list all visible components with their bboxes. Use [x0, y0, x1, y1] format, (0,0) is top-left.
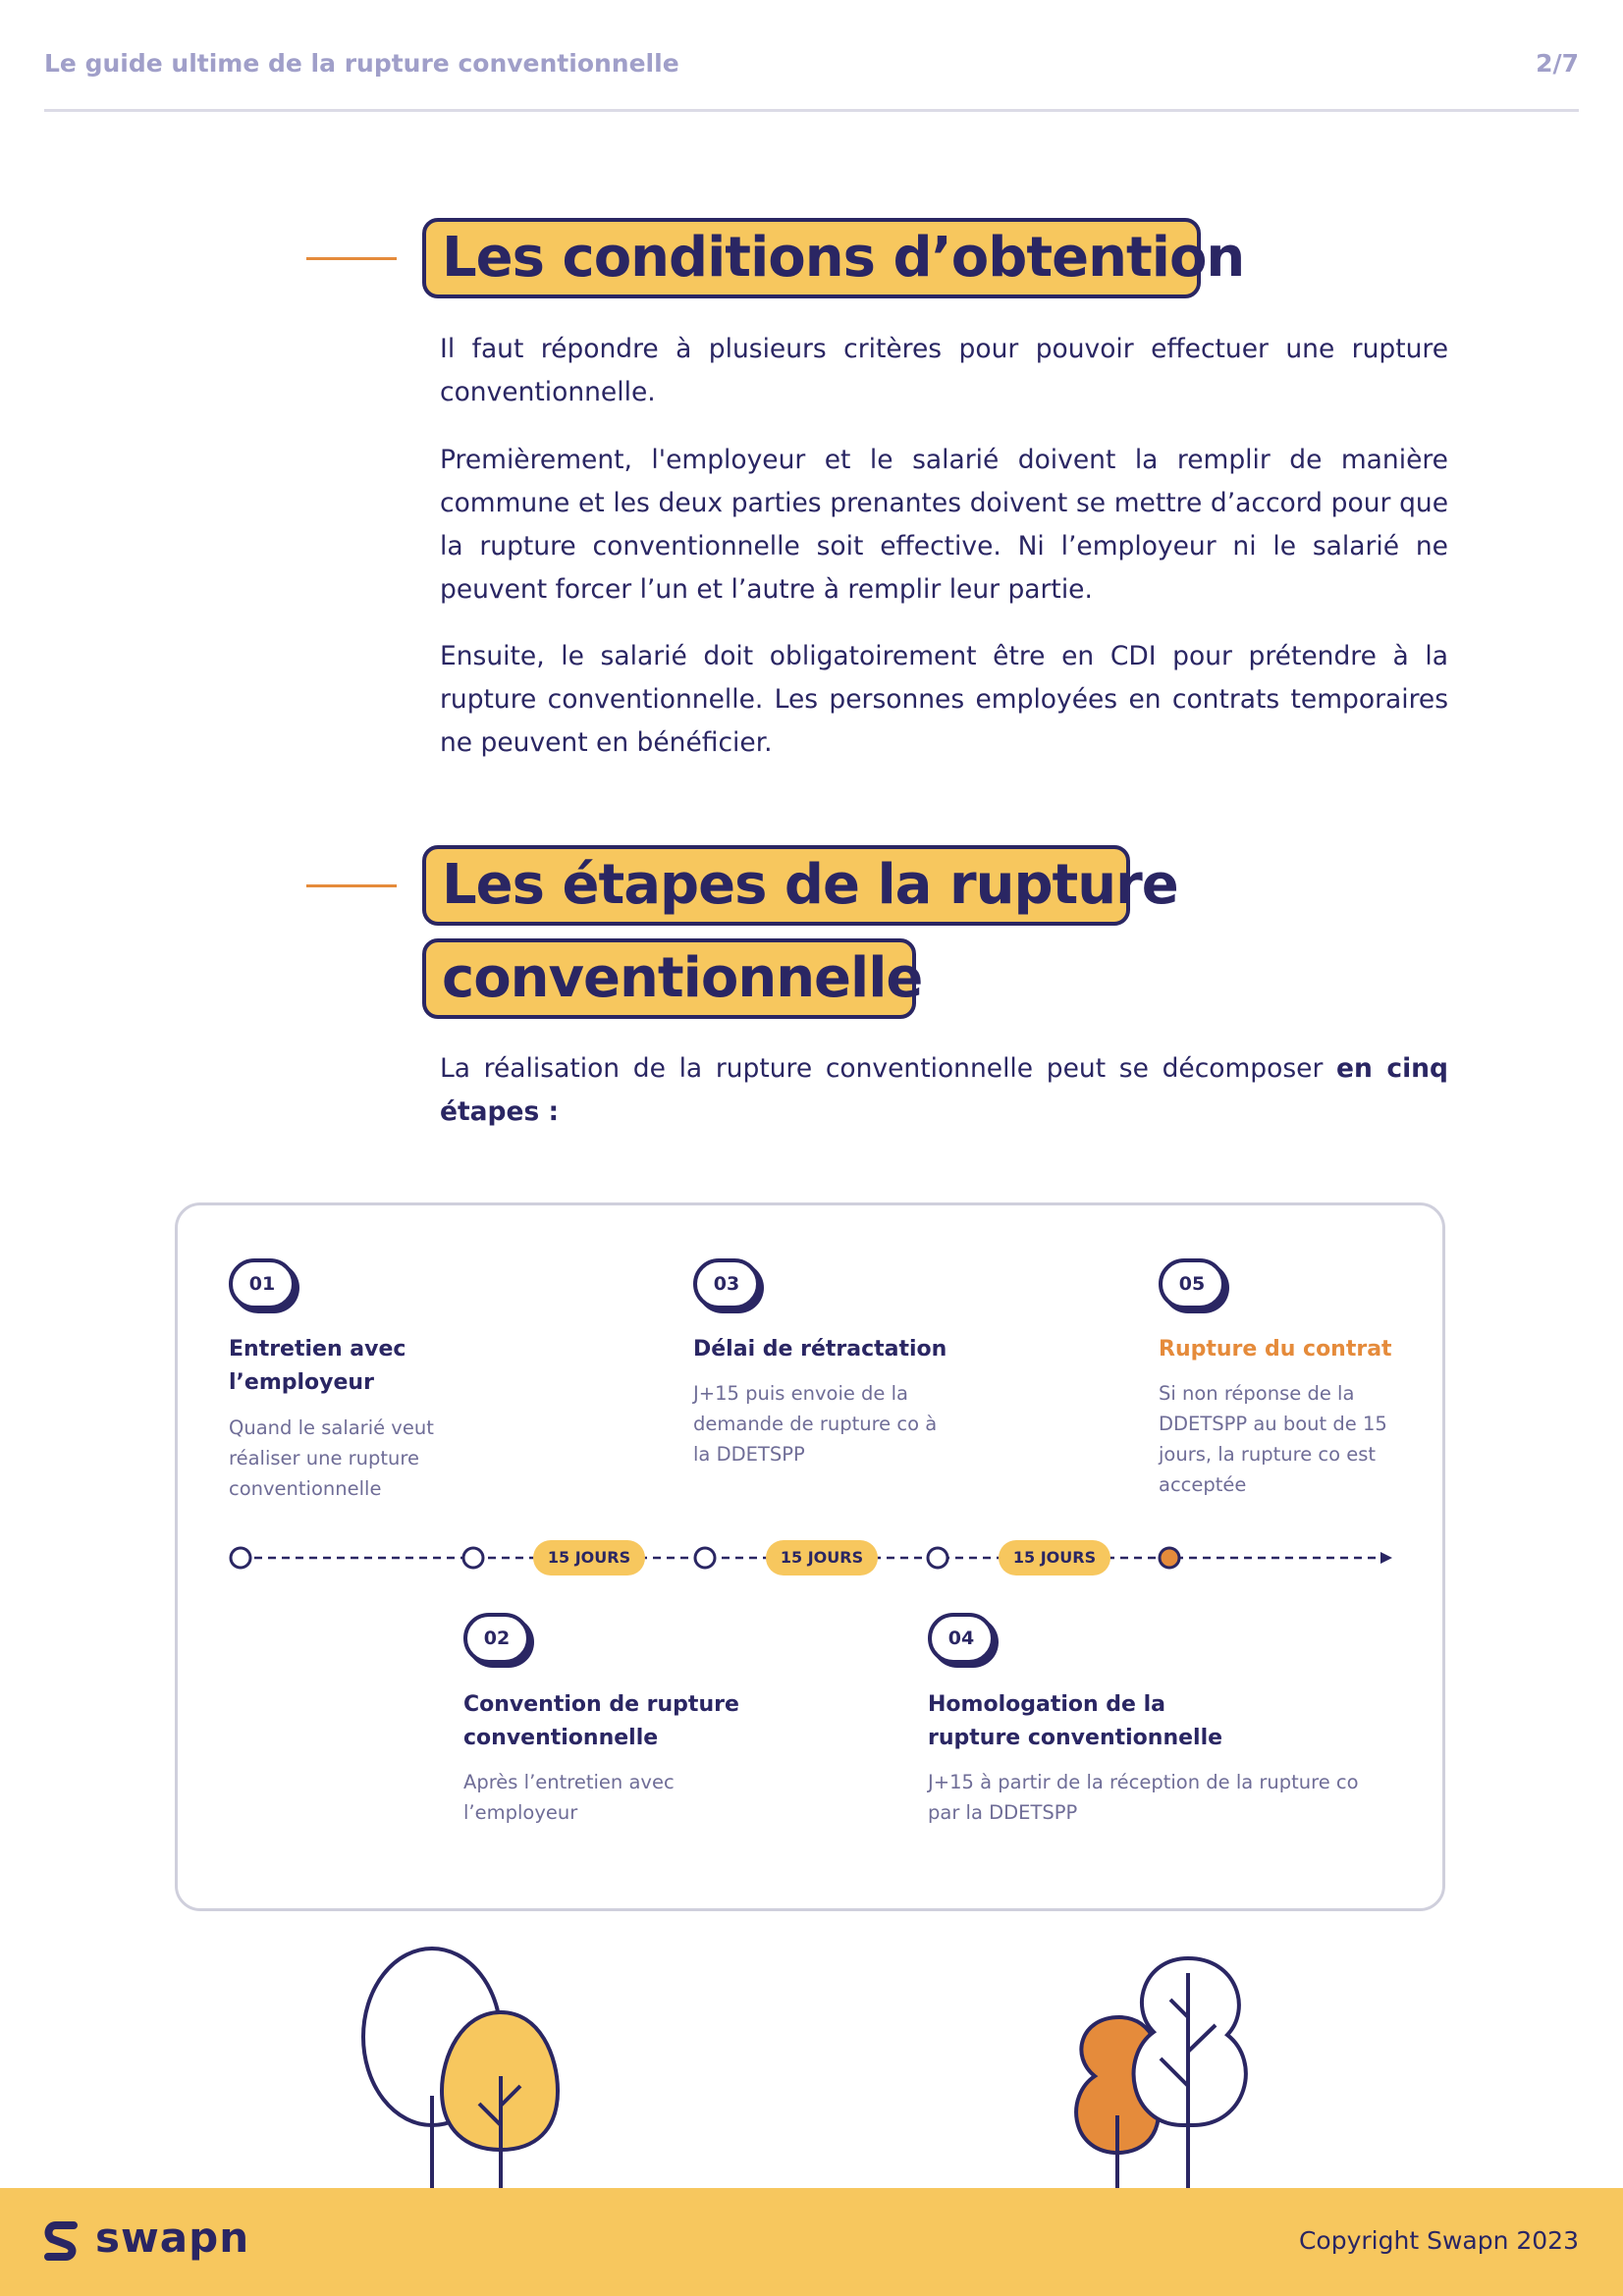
paragraph-criteria: Il faut répondre à plusieurs critères pour pouvoir effectuer une rupture conventionnelle.	[440, 334, 1448, 407]
step-desc-04: J+15 à partir de la réception de la rupture co par la DDETSPP	[928, 1771, 1359, 1824]
step-desc-01: Quand le salarié veut réaliser une rupture conventionnelle	[229, 1416, 434, 1500]
section-heading-steps-line1: Les étapes de la rupture	[422, 845, 1130, 926]
swapn-logo-icon	[42, 2219, 81, 2263]
step-desc-05: Si non réponse de la DDETSPP au bout de 15 jours, la rupture co est acceptée	[1159, 1382, 1387, 1496]
step-title-03: Délai de rétractation	[693, 1337, 947, 1362]
section-dash	[306, 257, 397, 260]
step-badge-05: 05	[1159, 1258, 1225, 1309]
document-title: Le guide ultime de la rupture conventionnelle	[44, 49, 679, 78]
section-heading-conditions: Les conditions d’obtention	[422, 218, 1201, 298]
step-title-01: Entretien avec l’employeur	[229, 1337, 406, 1395]
step-badge-04: 04	[928, 1613, 995, 1664]
step-badge-02: 02	[463, 1613, 530, 1664]
step-title-04: Homologation de la rupture conventionnelle	[928, 1692, 1223, 1750]
brand-name: swapn	[95, 2214, 250, 2262]
duration-pill: 15 JOURS	[999, 1540, 1110, 1575]
step-title-02: Convention de rupture conventionnelle	[463, 1692, 739, 1750]
page-indicator: 2/7	[1536, 49, 1579, 78]
trees-left-illustration	[353, 1939, 569, 2194]
paragraph-steps-intro: La réalisation de la rupture conventionnelle peut se décomposer en cinq étapes :	[440, 1053, 1448, 1127]
section-heading-steps-line2: conventionnelle	[422, 938, 916, 1019]
duration-pill: 15 JOURS	[766, 1540, 878, 1575]
step-title-05: Rupture du contrat	[1159, 1337, 1392, 1362]
paragraph-second: Ensuite, le salarié doit obligatoirement être en CDI pour prétendre à la rupture conventionnelle. Les personnes employées en contrats temporaires ne peuvent en bénéficier.	[440, 641, 1448, 758]
step-desc-02: Après l’entretien avec l’employeur	[463, 1771, 675, 1824]
trees-right-illustration	[1051, 1939, 1276, 2194]
step-badge-03: 03	[693, 1258, 760, 1309]
step-badge-01: 01	[229, 1258, 296, 1309]
section-dash	[306, 884, 397, 887]
duration-pill: 15 JOURS	[533, 1540, 645, 1575]
paragraph-first: Premièrement, l'employeur et le salarié doivent la remplir de manière commune et les deux parties prenantes doivent se mettre d’accord pour que la rupture conventionnelle soit effective. Ni l’employeur ni le salarié ne peuvent forcer l’un et l’autre à remplir leur partie.	[440, 445, 1448, 605]
copyright-text: Copyright Swapn 2023	[1298, 2226, 1579, 2255]
header-divider	[44, 109, 1579, 112]
step-desc-03: J+15 puis envoie de la demande de rupture co à la DDETSPP	[693, 1382, 938, 1466]
